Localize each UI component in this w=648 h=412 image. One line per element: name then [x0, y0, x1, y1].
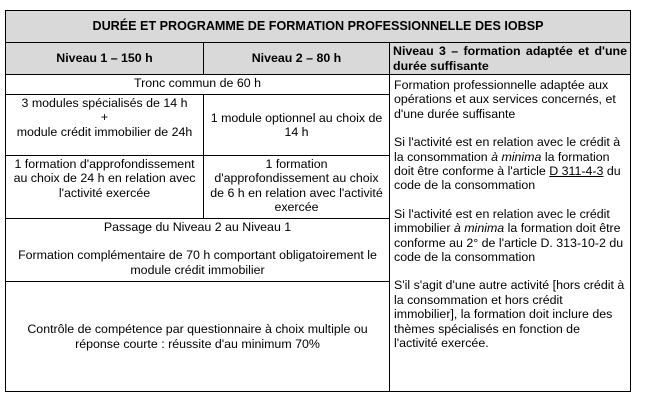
header-niveau-1: Niveau 1 – 150 h — [6, 43, 204, 75]
passage-niveau-cell — [6, 219, 390, 282]
header-niveau-2: Niveau 2 – 80 h — [204, 43, 390, 75]
controle-competence-cell: Contrôle de compétence par questionnaire à choix multiple ou réponse courte : réussite d'au minimum 70% — [6, 282, 390, 392]
article-reference: D 311-4-3 — [549, 164, 604, 179]
niveau-3-paragraph-4: S'il s'agit d'une autre activité [hors crédit à la consommation et hors crédit immobilier], la formation doit inclure des thèmes spécialisés en fonction de l'activité exercée. — [394, 278, 625, 351]
header-niveau-3: Niveau 3 – formation adaptée et d'une durée suffisante — [390, 43, 631, 75]
passage-title: Passage du Niveau 2 au Niveau 1 — [103, 220, 292, 234]
niveau-3-paragraph-3: Si l'activité est en relation avec le crédit immobilier à minima la formation doit être conforme au 2° de l'article D. 313-10-2 du code de la consommation — [394, 206, 624, 265]
modules-niveau-2-cell: 1 module optionnel au choix de 14 h — [204, 95, 390, 156]
niveau-3-description — [390, 75, 631, 392]
modules-niveau-1-cell: 3 modules spécialisés de 14 h + module crédit immobilier de 24h — [6, 95, 204, 156]
approfondissement-niveau-2-cell: 1 formation d'approfondissement au choix de 6 h en relation avec l'activité exercée — [204, 156, 390, 219]
iobsp-training-table — [5, 10, 631, 392]
niveau-3-paragraph-1: Formation professionnelle adaptée aux opérations et aux services concernés, et d'une durée suffisante — [394, 78, 616, 121]
table-title: DURÉE ET PROGRAMME DE FORMATION PROFESSIONNELLE DES IOBSP — [6, 11, 631, 43]
niveau-3-paragraph-2: Si l'activité est en relation avec le crédit à la consommation à minima la formation doit être conforme à l'article D 311-4-3 du code de la consommation — [394, 135, 621, 193]
approfondissement-niveau-1-cell: 1 formation d'approfondissement au choix de 24 h en relation avec l'activité exercée — [6, 156, 204, 219]
tronc-commun-cell: Tronc commun de 60 h — [6, 75, 390, 95]
passage-text: Formation complémentaire de 70 h comportant obligatoirement le module crédit immobilier — [18, 248, 377, 277]
